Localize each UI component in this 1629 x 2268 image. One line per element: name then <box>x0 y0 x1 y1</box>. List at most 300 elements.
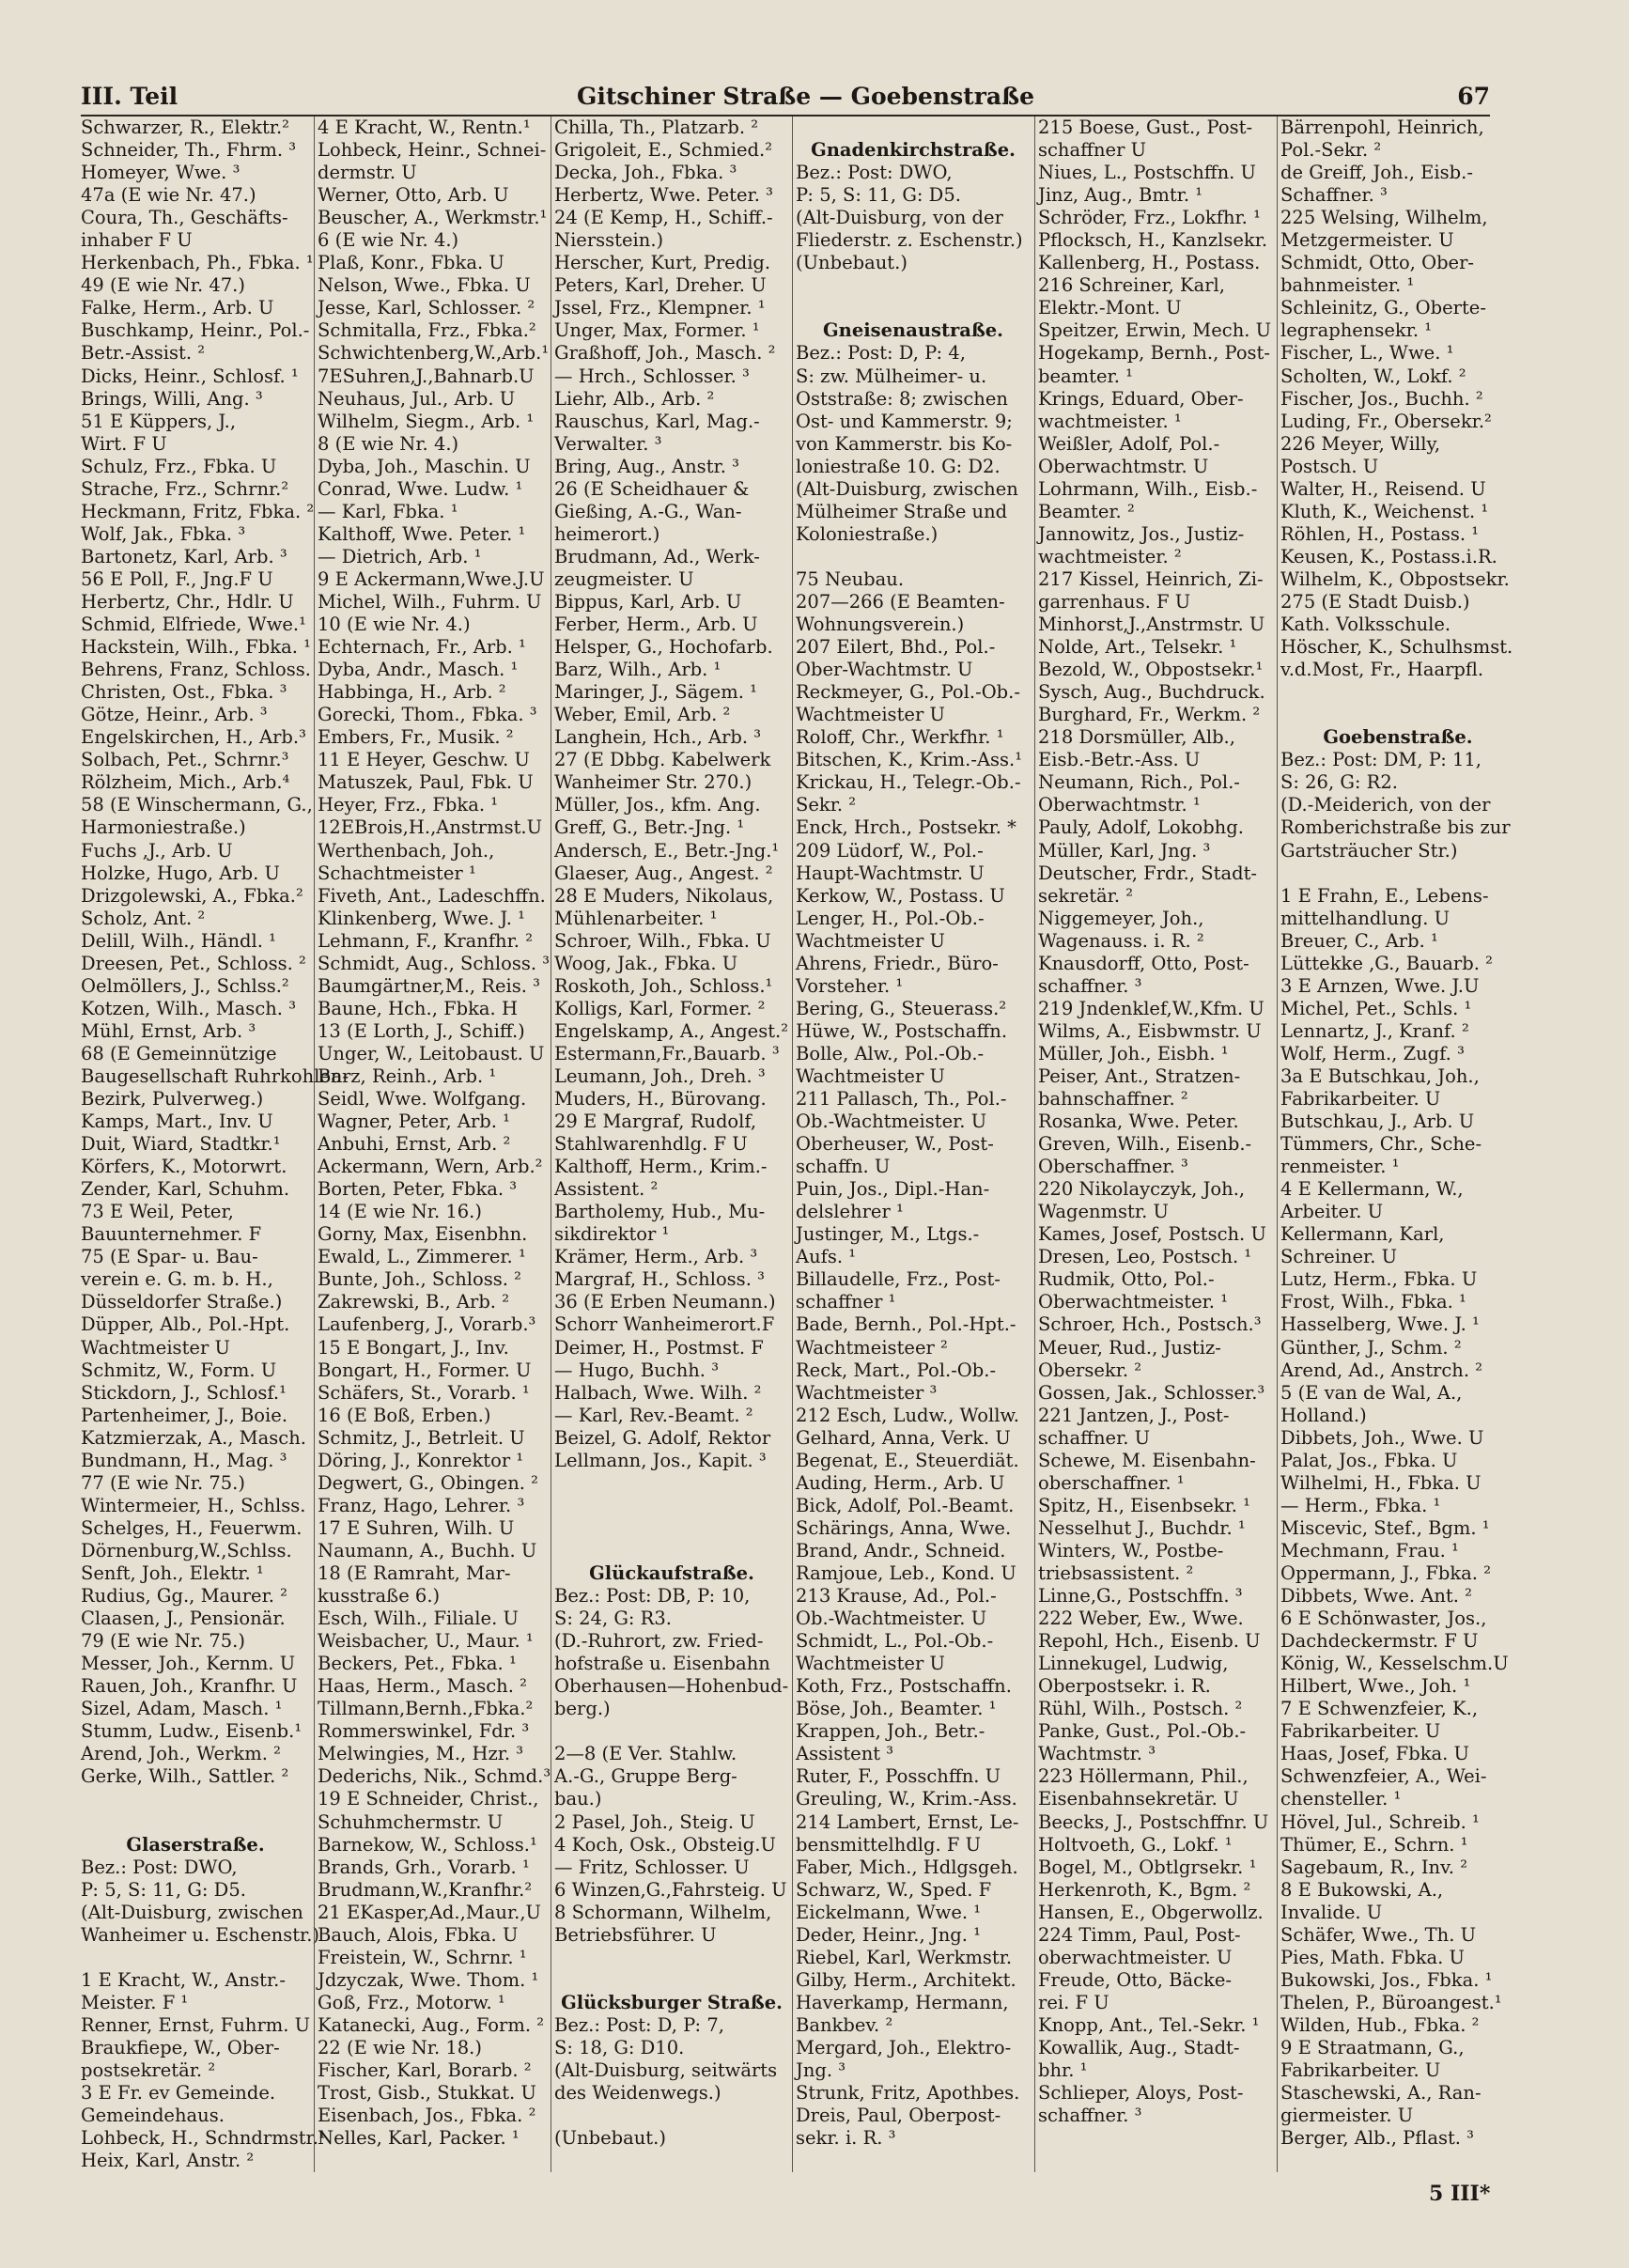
entry-line: chensteller. ¹ <box>1280 1788 1402 1810</box>
entry-line: Pauly, Adolf, Lokobhg. <box>1038 816 1244 839</box>
entry-line: Ob.-Wachtmeister. U <box>796 1608 987 1630</box>
entry-line: — Karl, Rev.-Beamt. ² <box>554 1404 753 1426</box>
entry-line: Engelskirchen, H., Arb.³ <box>81 726 306 749</box>
entry-line: Bering, G., Steuerass.² <box>796 997 1007 1019</box>
entry-line: Drizgolewski, A., Fbka.² <box>81 884 303 907</box>
entry-line: Strunk, Fritz, Apothbes. <box>796 2082 1020 2105</box>
entry-line: des Weidenwegs.) <box>554 2082 721 2105</box>
entry-line: Echternach, Fr., Arb. ¹ <box>318 636 526 659</box>
entry-line: 214 Lambert, Ernst, Le- <box>796 1810 1019 1833</box>
street-heading: Glückaufstraße. <box>589 1562 754 1584</box>
entry-line <box>796 297 1031 319</box>
entry-line: Ahrens, Friedr., Büro- <box>796 952 999 974</box>
entry-line: Döring, J., Konrektor ¹ <box>318 1449 524 1471</box>
entry-line: Schmitz, W., Form. U <box>81 1359 277 1381</box>
entry-line: Barz, Wilh., Arb. ¹ <box>554 659 721 681</box>
entry-line: 4 Koch, Osk., Obsteig.U <box>554 1833 776 1856</box>
entry-line: Margraf, H., Schloss. ³ <box>554 1268 765 1291</box>
entry-line: Neumann, Rich., Pol.- <box>1038 771 1240 794</box>
entry-line: (Unbebaut.) <box>796 252 908 274</box>
entry-line: 1 E Kracht, W., Anstr.- <box>81 1968 286 1991</box>
entry-line: Gerke, Wilh., Sattler. ² <box>81 1765 289 1788</box>
entry-line: Wachtmeister U <box>796 929 945 952</box>
entry-line: Muders, H., Bürovang. <box>554 1088 767 1111</box>
entry-line: P: 5, S: 11, G: D5. <box>81 1878 246 1901</box>
entry-line: 6 (E wie Nr. 4.) <box>318 229 459 252</box>
entry-line: Gorecki, Thom., Fbka. ³ <box>318 704 537 726</box>
entry-line: Ost- und Kammerstr. 9; <box>796 410 1013 432</box>
entry-line: Bippus, Karl, Arb. U <box>554 590 742 613</box>
entry-line: Kamps, Mart., Inv. U <box>81 1111 273 1133</box>
entry-line: 226 Meyer, Willy, <box>1280 432 1441 455</box>
entry-line: Beecks, J., Postschffnr. U <box>1038 1810 1269 1833</box>
entry-line: 75 (E Spar- u. Bau- <box>81 1246 258 1268</box>
entry-line: 275 (E Stadt Duisb.) <box>1280 590 1470 613</box>
entry-line: Eisenbach, Jos., Fbka. ² <box>318 2105 536 2127</box>
entry-line: Trost, Gisb., Stukkat. U <box>318 2082 536 2105</box>
entry-line: 9 E Ackermann,Wwe.J.U <box>318 567 545 590</box>
entry-line: Oberpostsekr. i. R. <box>1038 1675 1211 1698</box>
entry-line: Borten, Peter, Fbka. ³ <box>318 1178 518 1201</box>
entry-line: A.-G., Gruppe Berg- <box>554 1765 737 1788</box>
entry-line: Gießing, A.-G., Wan- <box>554 500 742 522</box>
entry-line: delslehrer ¹ <box>796 1201 904 1223</box>
entry-line: Wagenmstr. U <box>1038 1201 1169 1223</box>
entry-line: Lellmann, Jos., Kapit. ³ <box>554 1449 767 1471</box>
entry-line: Düpper, Alb., Pol.-Hpt. <box>81 1313 290 1336</box>
entry-line: 207—266 (E Beamten- <box>796 590 1005 613</box>
entry-line: Barz, Reinh., Arb. ¹ <box>318 1064 497 1087</box>
entry-line: 26 (E Scheidhauer & <box>554 477 750 500</box>
entry-line: Beckers, Pet., Fbka. ¹ <box>318 1653 517 1675</box>
entry-line: Bitschen, K., Krim.-Ass.¹ <box>796 749 1023 771</box>
entry-line: Eisenbahnsekretär. U <box>1038 1788 1239 1810</box>
entry-line: Fabrikarbeiter. U <box>1280 1720 1441 1743</box>
street-heading: Gneisenaustraße. <box>823 319 1003 342</box>
entry-line: Bukowski, Jos., Fbka. ¹ <box>1280 1968 1493 1991</box>
entry-line <box>796 274 1031 297</box>
entry-line: Buschkamp, Heinr., Pol.- <box>81 319 310 342</box>
entry-line: Fischer, Jos., Buchh. ² <box>1280 387 1483 410</box>
entry-line: renmeister. ¹ <box>1280 1156 1400 1178</box>
entry-line: Lohbeck, H., Schndrmstr.¹ <box>81 2127 326 2150</box>
entry-line: sekretär. ² <box>1038 884 1134 907</box>
entry-line: garrenhaus. F U <box>1038 590 1191 613</box>
entry-line: (Alt-Duisburg, seitwärts <box>554 2059 778 2082</box>
entry-line: Röhlen, H., Postass. ¹ <box>1280 522 1480 545</box>
entry-line: Oelmöllers, J., Schlss.² <box>81 974 289 997</box>
entry-line: Höscher, K., Schulhsmst. <box>1280 636 1513 659</box>
entry-line: Woog, Jak., Fbka. U <box>554 952 738 974</box>
entry-line: Dyba, Andr., Masch. ¹ <box>318 659 519 681</box>
entry-line: 7 E Schwenzfeier, K., <box>1280 1698 1479 1720</box>
entry-line: Laufenberg, J., Vorarb.³ <box>318 1313 536 1336</box>
entry-line: Berger, Alb., Pflast. ³ <box>1280 2127 1474 2150</box>
entry-line: Rühl, Wilh., Postsch. ² <box>1038 1698 1243 1720</box>
entry-line: Stumm, Ludw., Eisenb.¹ <box>81 1720 303 1743</box>
entry-line: Rauschus, Karl, Mag.- <box>554 410 760 432</box>
entry-line: Eickelmann, Wwe. ¹ <box>796 1901 982 1923</box>
entry-line: Metzgermeister. U <box>1280 229 1454 252</box>
entry-line: sekr. i. R. ³ <box>796 2127 896 2150</box>
entry-line: 218 Dorsmüller, Alb., <box>1038 726 1235 749</box>
entry-line: 212 Esch, Ludw., Wollw. <box>796 1404 1020 1426</box>
entry-line: Weißler, Adolf, Pol.- <box>1038 432 1220 455</box>
entry-line: Sagebaum, R., Inv. ² <box>1280 1856 1468 1878</box>
entry-line: Ewald, L., Zimmerer. ¹ <box>318 1246 526 1268</box>
entry-line: Coura, Th., Geschäfts- <box>81 207 288 229</box>
entry-line: — Herm., Fbka. ¹ <box>1280 1494 1441 1516</box>
entry-line: Oberwachtmstr. U <box>1038 455 1209 477</box>
entry-line: Partenheimer, J., Boie. <box>81 1404 288 1426</box>
entry-line: Zender, Karl, Schuhm. <box>81 1178 290 1201</box>
entry-line: Heix, Karl, Anstr. ² <box>81 2150 255 2172</box>
entry-line: (Alt-Duisburg, zwischen <box>796 477 1018 500</box>
entry-line: Assistent ³ <box>796 1743 894 1765</box>
entry-line: schaffner ¹ <box>796 1291 896 1313</box>
entry-line: Solbach, Pet., Schrnr.³ <box>81 749 289 771</box>
entry-line: Graßhoff, Joh., Masch. ² <box>554 342 776 365</box>
entry-line: Koth, Frz., Postschaffn. <box>796 1675 1012 1698</box>
entry-line: 4 E Kellermann, W., <box>1280 1178 1464 1201</box>
entry-line: König, W., Kesselschm.U <box>1280 1653 1509 1675</box>
entry-line: sikdirektor ¹ <box>554 1223 670 1246</box>
entry-line: 6 Winzen,G.,Fahrsteig. U <box>554 1878 787 1901</box>
entry-line: Fiveth, Ant., Ladeschffn. <box>318 884 546 907</box>
entry-line: Nelson, Wwe., Fbka. U <box>318 274 531 297</box>
entry-line: Fischer, L., Wwe. ¹ <box>1280 342 1454 365</box>
entry-line: triebsassistent. ² <box>1038 1562 1194 1584</box>
entry-line: Ob.-Wachtmeister. U <box>796 1111 987 1133</box>
entry-line: Helsper, G., Hochofarb. <box>554 636 773 659</box>
entry-line: Dibbets, Wwe. Ant. ² <box>1280 1585 1472 1608</box>
entry-line: Schwarzer, R., Elektr.² <box>81 117 290 138</box>
column-divider <box>1034 117 1035 2172</box>
entry-line: 77 (E wie Nr. 75.) <box>81 1471 245 1494</box>
entry-line <box>81 1788 310 1810</box>
entry-line: Dibbets, Joh., Wwe. U <box>1280 1426 1484 1449</box>
entry-line: Bick, Adolf, Pol.-Beamt. <box>796 1494 1015 1516</box>
entry-line: Bauunternehmer. F <box>81 1223 262 1246</box>
entry-line: Lüttekke ,G., Bauarb. ² <box>1280 952 1493 974</box>
entry-line: Sizel, Adam, Masch. ¹ <box>81 1698 283 1720</box>
entry-line: 224 Timm, Paul, Post- <box>1038 1923 1241 1946</box>
entry-line: Wolf, Jak., Fbka. ³ <box>81 522 246 545</box>
entry-line: 56 E Poll, F., Jng.F U <box>81 567 273 590</box>
entry-line: Claasen, J., Pensionär. <box>81 1608 286 1630</box>
entry-line: Hackstein, Wilh., Fbka. ¹ <box>81 636 311 659</box>
entry-line: Weber, Emil, Arb. ² <box>554 704 731 726</box>
entry-line: 17 E Suhren, Wilh. U <box>318 1516 515 1539</box>
entry-line: Gemeindehaus. <box>81 2105 225 2127</box>
entry-line: 36 (E Erben Neumann.) <box>554 1291 776 1313</box>
entry-line: Nolde, Art., Telsekr. ¹ <box>1038 636 1237 659</box>
entry-line: Andersch, E., Betr.-Jng.¹ <box>554 839 780 862</box>
entry-line: Wachtmeister ³ <box>796 1381 938 1404</box>
entry-line: Burghard, Fr., Werkm. ² <box>1038 704 1261 726</box>
entry-line: legraphensekr. ¹ <box>1280 319 1433 342</box>
entry-line: Harmoniestraße.) <box>81 816 246 839</box>
entry-line: Miscevic, Stef., Bgm. ¹ <box>1280 1516 1490 1539</box>
entry-line: Brings, Willi, Ang. ³ <box>81 387 263 410</box>
entry-line: zeugmeister. U <box>554 567 694 590</box>
entry-line: Beuscher, A., Werkmstr.¹ <box>318 207 548 229</box>
entry-line: Franz, Hago, Lehrer. ³ <box>318 1494 525 1516</box>
entry-line: Knopp, Ant., Tel.-Sekr. ¹ <box>1038 2013 1260 2036</box>
entry-line: Ramjoue, Leb., Kond. U <box>796 1562 1016 1584</box>
entry-line: Roloff, Chr., Werkfhr. ¹ <box>796 726 1004 749</box>
street-heading: Gnadenkirchstraße. <box>811 139 1016 162</box>
entry-line: Schwenzfeier, A., Wei- <box>1280 1765 1487 1788</box>
entry-line: Schroer, Wilh., Fbka. U <box>554 929 771 952</box>
entry-line: schaffner. U <box>1038 1426 1151 1449</box>
entry-line: Glaeser, Aug., Angest. ² <box>554 862 773 884</box>
entry-line: Enck, Hrch., Postsekr. * <box>796 816 1016 839</box>
entry-line: (Unbebaut.) <box>554 2127 666 2150</box>
entry-line: loniestraße 10. G: D2. <box>796 455 1001 477</box>
entry-line: Wanheimer Str. 270.) <box>554 771 752 794</box>
entry-line: Krickau, H., Telegr.-Ob.- <box>796 771 1021 794</box>
entry-line: Schewe, M. Eisenbahn- <box>1038 1449 1256 1471</box>
entry-line: Greven, Wilh., Eisenb.- <box>1038 1133 1252 1156</box>
entry-line: Dreis, Paul, Oberpost- <box>796 2105 1001 2127</box>
entry-line: 8 E Bukowski, A., <box>1280 1878 1444 1901</box>
entry-line: Kath. Volksschule. <box>1280 614 1451 636</box>
entry-line: Stickdorn, J., Schlosf.¹ <box>81 1381 287 1404</box>
entry-line: Seidl, Wwe. Wolfgang. <box>318 1088 527 1111</box>
entry-line: 220 Nikolayczyk, Joh., <box>1038 1178 1246 1201</box>
entry-line: Schelges, H., Feuerwm. <box>81 1516 303 1539</box>
entry-line: Bade, Bernh., Pol.-Hpt.- <box>796 1313 1016 1336</box>
entry-line: Duit, Wiard, Stadtkr.¹ <box>81 1133 281 1156</box>
entry-line: Dresen, Leo, Postsch. ¹ <box>1038 1246 1252 1268</box>
entry-line: Oststraße: 8; zwischen <box>796 387 1008 410</box>
entry-line: 16 (E Boß, Erben.) <box>318 1404 491 1426</box>
entry-line: Arend, Ad., Anstrch. ² <box>1280 1359 1483 1381</box>
entry-line <box>554 1969 789 1992</box>
entry-line: wachtmeister. ¹ <box>1038 410 1182 432</box>
entry-line: 3a E Butschkau, Joh., <box>1280 1064 1480 1087</box>
entry-line: Nesselhut J., Buchdr. ¹ <box>1038 1516 1246 1539</box>
entry-line: 8 Schormann, Wilhelm, <box>554 1901 772 1923</box>
entry-line: Bunte, Joh., Schloss. ² <box>318 1268 521 1291</box>
entry-line: Roskoth, Joh., Schloss.¹ <box>554 974 773 997</box>
entry-line: verein e. G. m. b. H., <box>81 1268 273 1291</box>
entry-line: Weisbacher, U., Maur. ¹ <box>318 1630 534 1653</box>
entry-line: 58 (E Winschermann, G., <box>81 794 313 816</box>
entry-line: Grigoleit, E., Schmied.² <box>554 139 773 162</box>
entry-line: 5 (E van de Wal, A., <box>1280 1381 1463 1404</box>
entry-line: Begenat, E., Steuerdiät. <box>796 1449 1019 1471</box>
entry-line: Faber, Mich., Hdlgsgeh. <box>796 1856 1018 1878</box>
entry-line: Winters, W., Postbe- <box>1038 1539 1224 1561</box>
entry-line: Krappen, Joh., Betr.- <box>796 1720 985 1743</box>
entry-line: Klinkenberg, Wwe. J. ¹ <box>318 907 525 929</box>
entry-line: Wilms, A., Eisbwmstr. U <box>1038 1019 1262 1042</box>
entry-line: Breuer, C., Arb. ¹ <box>1280 929 1438 952</box>
entry-line: Liehr, Alb., Arb. ² <box>554 387 715 410</box>
entry-line: Schröder, Frz., Lokfhr. ¹ <box>1038 207 1261 229</box>
entry-line <box>1280 704 1515 726</box>
entry-line: (Alt-Duisburg, zwischen <box>81 1901 303 1923</box>
entry-line: Dreesen, Pet., Schloss. ² <box>81 952 306 974</box>
entry-line: Koloniestraße.) <box>796 522 939 545</box>
entry-line: bensmittelhdlg. F U <box>796 1833 982 1856</box>
entry-line: Stahlwarenhdlg. F U <box>554 1133 748 1156</box>
entry-line: 68 (E Gemeinnützige <box>81 1042 277 1064</box>
entry-line: Haupt-Wachtmstr. U <box>796 862 985 884</box>
entry-line: 221 Jantzen, J., Post- <box>1038 1404 1230 1426</box>
entry-line: Postsch. U <box>1280 455 1379 477</box>
entry-line: Fabrikarbeiter. U <box>1280 2059 1441 2082</box>
entry-line: Wachtmeister U <box>796 1064 945 1087</box>
entry-line: Hüwe, W., Postschaffn. <box>796 1019 1008 1042</box>
entry-line: schaffner U <box>1038 139 1147 162</box>
street-heading: Glücksburger Straße. <box>561 1991 783 2013</box>
column-6 <box>1280 117 1515 2174</box>
entry-line: Mühl, Ernst, Arb. ³ <box>81 1019 256 1042</box>
street-heading: Glaserstraße. <box>126 1833 265 1856</box>
entry-line: Vorsteher. ¹ <box>796 974 904 997</box>
entry-line: Wanheimer u. Eschenstr.) <box>81 1923 320 1946</box>
entry-line: Wolf, Herm., Zugf. ³ <box>1280 1042 1465 1064</box>
entry-line: Bankbev. ² <box>796 2013 893 2036</box>
entry-line: 19 E Schneider, Christ., <box>318 1788 539 1810</box>
entry-line: Katzmierzak, A., Masch. <box>81 1426 306 1449</box>
entry-line: Jdzyczak, Wwe. Thom. ¹ <box>318 1968 539 1991</box>
entry-line: Haas, Josef, Fbka. U <box>1280 1743 1469 1765</box>
entry-line: Pflocksch, H., Kanzlsekr. <box>1038 229 1268 252</box>
entry-line: Ober-Wachtmstr. U <box>796 659 973 681</box>
entry-line: S: 26, G: R2. <box>1280 771 1398 794</box>
entry-line <box>554 2105 789 2127</box>
entry-line: 3 E Fr. ev Gemeinde. <box>81 2082 276 2105</box>
entry-line: Schärings, Anna, Wwe. <box>796 1516 1012 1539</box>
entry-line: Brudmann, Ad., Werk- <box>554 545 760 567</box>
entry-line: Embers, Fr., Musik. ² <box>318 726 514 749</box>
entry-line: Unger, W., Leitobaust. U <box>318 1042 545 1064</box>
entry-line: Wachtmeister U <box>81 1336 230 1359</box>
entry-line: Wilhelm, K., Obpostsekr. <box>1280 567 1510 590</box>
entry-line: Reck, Mart., Pol.-Ob.- <box>796 1359 997 1381</box>
entry-line: Holtvoeth, G., Lokf. ¹ <box>1038 1833 1233 1856</box>
entry-line: Bez.: Post: DWO, <box>81 1856 238 1878</box>
entry-line: Kerkow, W., Postass. U <box>796 884 1005 907</box>
entry-line <box>796 117 1031 139</box>
entry-line: Homeyer, Wwe. ³ <box>81 162 240 184</box>
entry-line: Betriebsführer. U <box>554 1923 717 1946</box>
entry-line: Bez.: Post: D, P: 4, <box>796 342 966 365</box>
entry-line: Meuer, Rud., Justiz- <box>1038 1336 1221 1359</box>
entry-line: Mülheimer Straße und <box>796 500 1008 522</box>
entry-line: Wilhelm, Siegm., Arb. ¹ <box>318 410 535 432</box>
entry-line: S: 24, G: R3. <box>554 1608 672 1630</box>
entry-line: schaffner. ³ <box>1038 974 1142 997</box>
entry-line: Jssel, Frz., Klempner. ¹ <box>554 297 766 319</box>
entry-line: Michel, Pet., Schls. ¹ <box>1280 997 1472 1019</box>
entry-line: Engelskamp, A., Angest.² <box>554 1019 789 1042</box>
entry-line: Brands, Grh., Vorarb. ¹ <box>318 1856 530 1878</box>
entry-line: schaffn. U <box>796 1156 891 1178</box>
entry-line: Schmidt, Otto, Ober- <box>1280 252 1474 274</box>
entry-line: Neuhaus, Jul., Arb. U <box>318 387 516 410</box>
entry-line: Kolligs, Karl, Former. ² <box>554 997 766 1019</box>
entry-line: Gossen, Jak., Schlosser.³ <box>1038 1381 1265 1404</box>
entry-line: Puin, Jos., Dipl.-Han- <box>796 1178 990 1201</box>
entry-line: 225 Welsing, Wilhelm, <box>1280 207 1488 229</box>
entry-line: Schulz, Frz., Fbka. U <box>81 455 277 477</box>
entry-line: Schmitz, J., Betrleit. U <box>318 1426 525 1449</box>
entry-line: 215 Boese, Gust., Post- <box>1038 117 1253 138</box>
entry-line: Arend, Joh., Werkm. ² <box>81 1743 281 1765</box>
entry-line: Dyba, Joh., Maschin. U <box>318 455 531 477</box>
entry-line: 13 (E Lorth, J., Schiff.) <box>318 1019 525 1042</box>
entry-line: Lutz, Herm., Fbka. U <box>1280 1268 1478 1291</box>
entry-line: Kowallik, Aug., Stadt- <box>1038 2036 1240 2058</box>
street-heading: Goebenstraße. <box>1323 726 1473 749</box>
entry-line: giermeister. U <box>1280 2105 1414 2127</box>
entry-line: Tümmers, Chr., Sche- <box>1280 1133 1482 1156</box>
entry-line: postsekretär. ² <box>81 2059 216 2082</box>
entry-line: beamter. ¹ <box>1038 365 1133 387</box>
entry-line: Riebel, Karl, Werkmstr. <box>796 1946 1013 1968</box>
entry-line: Dörnenburg,W.,Schlss. <box>81 1539 292 1561</box>
entry-line: Oberwachtmstr. ¹ <box>1038 794 1201 816</box>
entry-line: Messer, Joh., Kernm. U <box>81 1653 296 1675</box>
entry-line: Frost, Wilh., Fbka. ¹ <box>1280 1291 1466 1313</box>
entry-line: von Kammerstr. bis Ko- <box>796 432 1013 455</box>
entry-line: Kellermann, Karl, <box>1280 1223 1445 1246</box>
entry-line: Bartholemy, Hub., Mu- <box>554 1201 766 1223</box>
entry-line: Gartsträucher Str.) <box>1280 839 1458 862</box>
entry-line: 211 Pallasch, Th., Pol.- <box>796 1088 1007 1111</box>
entry-line: Kalthoff, Herm., Krim.- <box>554 1156 768 1178</box>
entry-line: Bundmann, H., Mag. ³ <box>81 1449 287 1471</box>
entry-line: P: 5, S: 11, G: D5. <box>796 184 961 207</box>
entry-line: (Alt-Duisburg, von der <box>796 207 1003 229</box>
entry-line <box>554 1540 789 1562</box>
entry-line: Scholten, W., Lokf. ² <box>1280 365 1466 387</box>
entry-line: Christen, Ost., Fbka. ³ <box>81 681 287 704</box>
entry-line: bhr. ¹ <box>1038 2059 1088 2082</box>
entry-line: Fliederstr. z. Eschenstr.) <box>796 229 1023 252</box>
entry-line: Keusen, K., Postass.i.R. <box>1280 545 1497 567</box>
entry-line: Linnekugel, Ludwig, <box>1038 1653 1229 1675</box>
entry-line <box>554 1720 789 1743</box>
entry-line: Müller, Jos., kfm. Ang. <box>554 794 761 816</box>
entry-line: Haas, Herm., Masch. ² <box>318 1675 527 1698</box>
entry-line: Schorr Wanheimerort.F <box>554 1313 775 1336</box>
entry-line: Bongart, H., Former. U <box>318 1359 532 1381</box>
entry-line: Brudmann,W.,Kranfhr.² <box>318 1878 533 1901</box>
entry-line: Melwingies, M., Hzr. ³ <box>318 1743 524 1765</box>
entry-line: 29 E Margraf, Rudolf, <box>554 1111 757 1133</box>
entry-line: — Hrch., Schlosser. ³ <box>554 365 750 387</box>
entry-line: oberwachtmeister. U <box>1038 1946 1233 1968</box>
entry-line: Schwichtenberg,W.,Arb.¹ <box>318 342 550 365</box>
entry-line: Böse, Joh., Beamter. ¹ <box>796 1698 997 1720</box>
entry-line: Gorny, Max, Eisenbhn. <box>318 1223 528 1246</box>
entry-line <box>1280 681 1515 704</box>
entry-line <box>81 1947 310 1969</box>
entry-line: Halbach, Wwe. Wilh. ² <box>554 1381 762 1404</box>
entry-line: v.d.Most, Fr., Haarpfl. <box>1280 659 1484 681</box>
entry-line: Luding, Fr., Obersekr.² <box>1280 410 1492 432</box>
entry-line: Bez.: Post: DB, P: 10, <box>554 1585 751 1608</box>
column-divider <box>314 117 315 2172</box>
entry-line: Chilla, Th., Platzarb. ² <box>554 117 759 138</box>
entry-line: Baune, Hch., Fbka. H <box>318 997 518 1019</box>
